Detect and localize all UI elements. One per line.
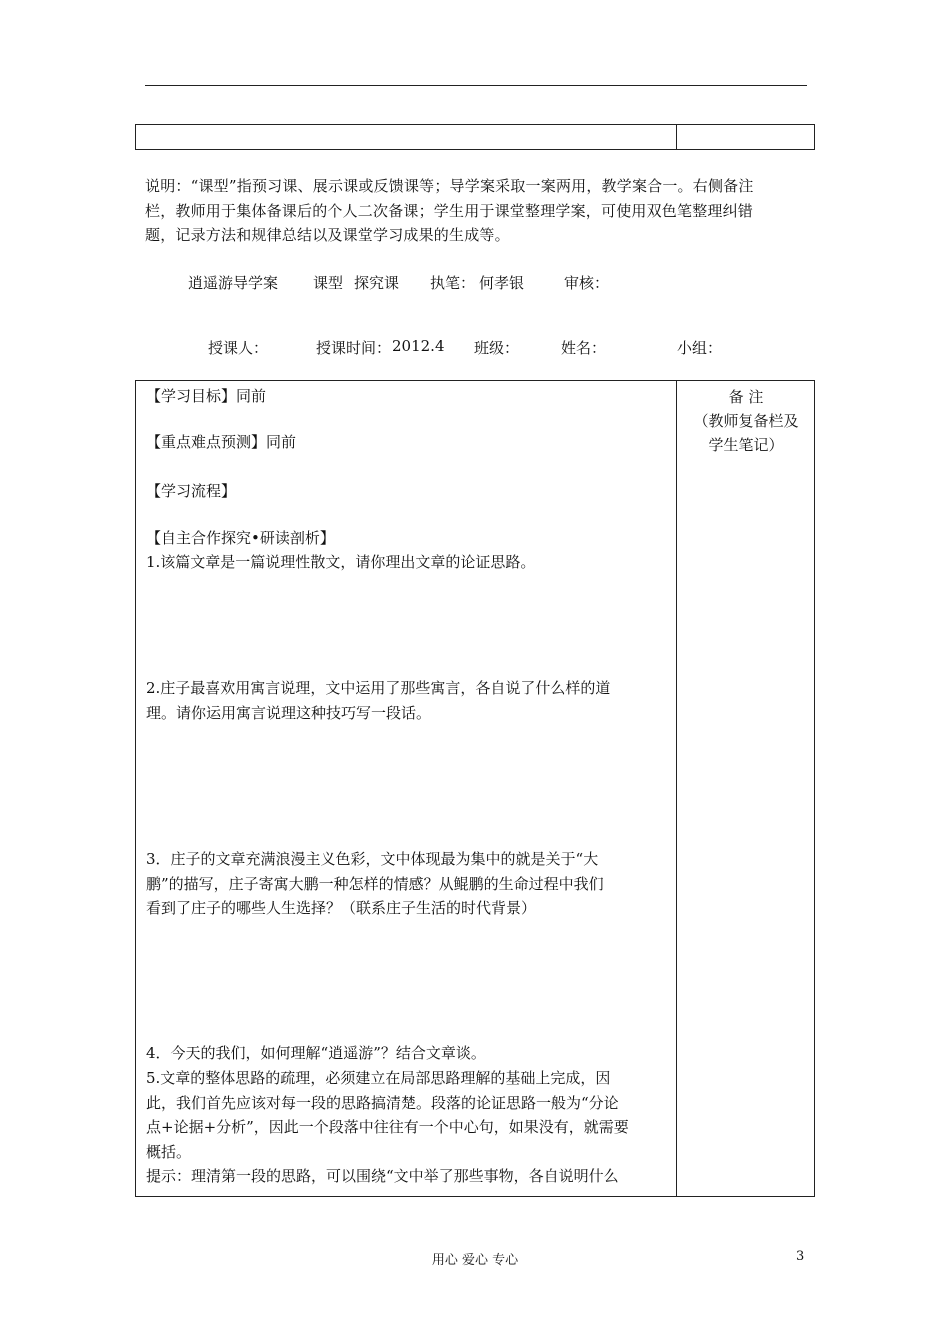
reviewer-label: 审核： — [564, 274, 610, 292]
teacher-label: 授课人： — [208, 339, 269, 357]
note-line: 栏，教师用于集体备课后的个人二次备课；学生用于课堂整理学案，可使用双色笔整理纠错 — [145, 201, 754, 220]
doc-title: 逍遥游导学案 — [188, 274, 279, 292]
key-points: 【重点难点预测】同前 — [146, 433, 297, 451]
question-line: 鹏”的描写，庄子寄寓大鹏一种怎样的情感？从鲲鹏的生命过程中我们 — [146, 874, 604, 893]
question-line: 2.庄子最喜欢用寓言说理，文中运用了那些寓言，各自说了什么样的道 — [146, 679, 611, 697]
question-line: 3．庄子的文章充满浪漫主义色彩，文中体现最为集中的就是关于“大 — [146, 850, 599, 868]
explanation-note — [145, 174, 815, 248]
question-4: 4．今天的我们，如何理解“逍遥游”？结合文章谈。 — [146, 1044, 486, 1062]
header-rule — [145, 85, 807, 86]
type-value: 探究课 — [354, 274, 400, 292]
question-line: 此，我们首先应该对每一段的思路搞清楚。段落的论证思路一般为“分论 — [146, 1093, 619, 1112]
question-2 — [146, 676, 674, 725]
main-table — [135, 380, 815, 1197]
remark-line: 学生笔记） — [708, 436, 784, 454]
table-divider — [676, 381, 677, 1196]
remark-header — [677, 385, 815, 457]
hint-line: 提示：理清第一段的思路，可以围绕“文中举了那些事物，各自说明什么 — [146, 1167, 619, 1185]
remark-line: 备 注 — [728, 388, 764, 406]
note-line: 题，记录方法和规律总结以及课堂学习成果的生成等。 — [145, 226, 510, 244]
author-label: 执笔： — [430, 274, 476, 292]
question-line: 5.文章的整体思路的疏理，必须建立在局部思路理解的基础上完成，因 — [146, 1069, 611, 1087]
question-3 — [146, 847, 674, 921]
question-5 — [146, 1066, 674, 1189]
page-number: 3 — [796, 1249, 805, 1264]
question-line: 理。请你运用寓言说理这种技巧写一段话。 — [146, 703, 432, 722]
footer-motto: 用心 爱心 专心 — [431, 1253, 519, 1268]
question-1: 1.该篇文章是一篇说理性散文，请你理出文章的论证思路。 — [146, 553, 536, 571]
top-table — [135, 124, 815, 150]
explore-section: 【自主合作探究•研读剖析】 — [146, 529, 335, 547]
learning-process: 【学习流程】 — [146, 482, 237, 500]
author-value: 何孝银 — [479, 274, 525, 292]
learning-goal: 【学习目标】同前 — [146, 387, 267, 405]
type-label: 课型 — [313, 274, 344, 292]
remark-line: （教师复备栏及 — [693, 412, 799, 430]
time-label: 授课时间： — [316, 339, 392, 357]
class-label: 班级： — [474, 339, 520, 357]
table-divider — [676, 125, 677, 149]
question-line: 概括。 — [146, 1142, 192, 1161]
name-label: 姓名： — [561, 339, 607, 357]
question-line: 点+论据+分析”，因此一个段落中往往有一个中心句，如果没有，就需要 — [146, 1118, 629, 1136]
group-label: 小组： — [677, 339, 723, 357]
time-value: 2012.4 — [392, 337, 445, 355]
note-line: 说明：“课型”指预习课、展示课或反馈课等；导学案采取一案两用，教学案合一。右侧备注 — [145, 177, 754, 195]
question-line: 看到了庄子的哪些人生选择？（联系庄子生活的时代背景） — [146, 899, 537, 917]
